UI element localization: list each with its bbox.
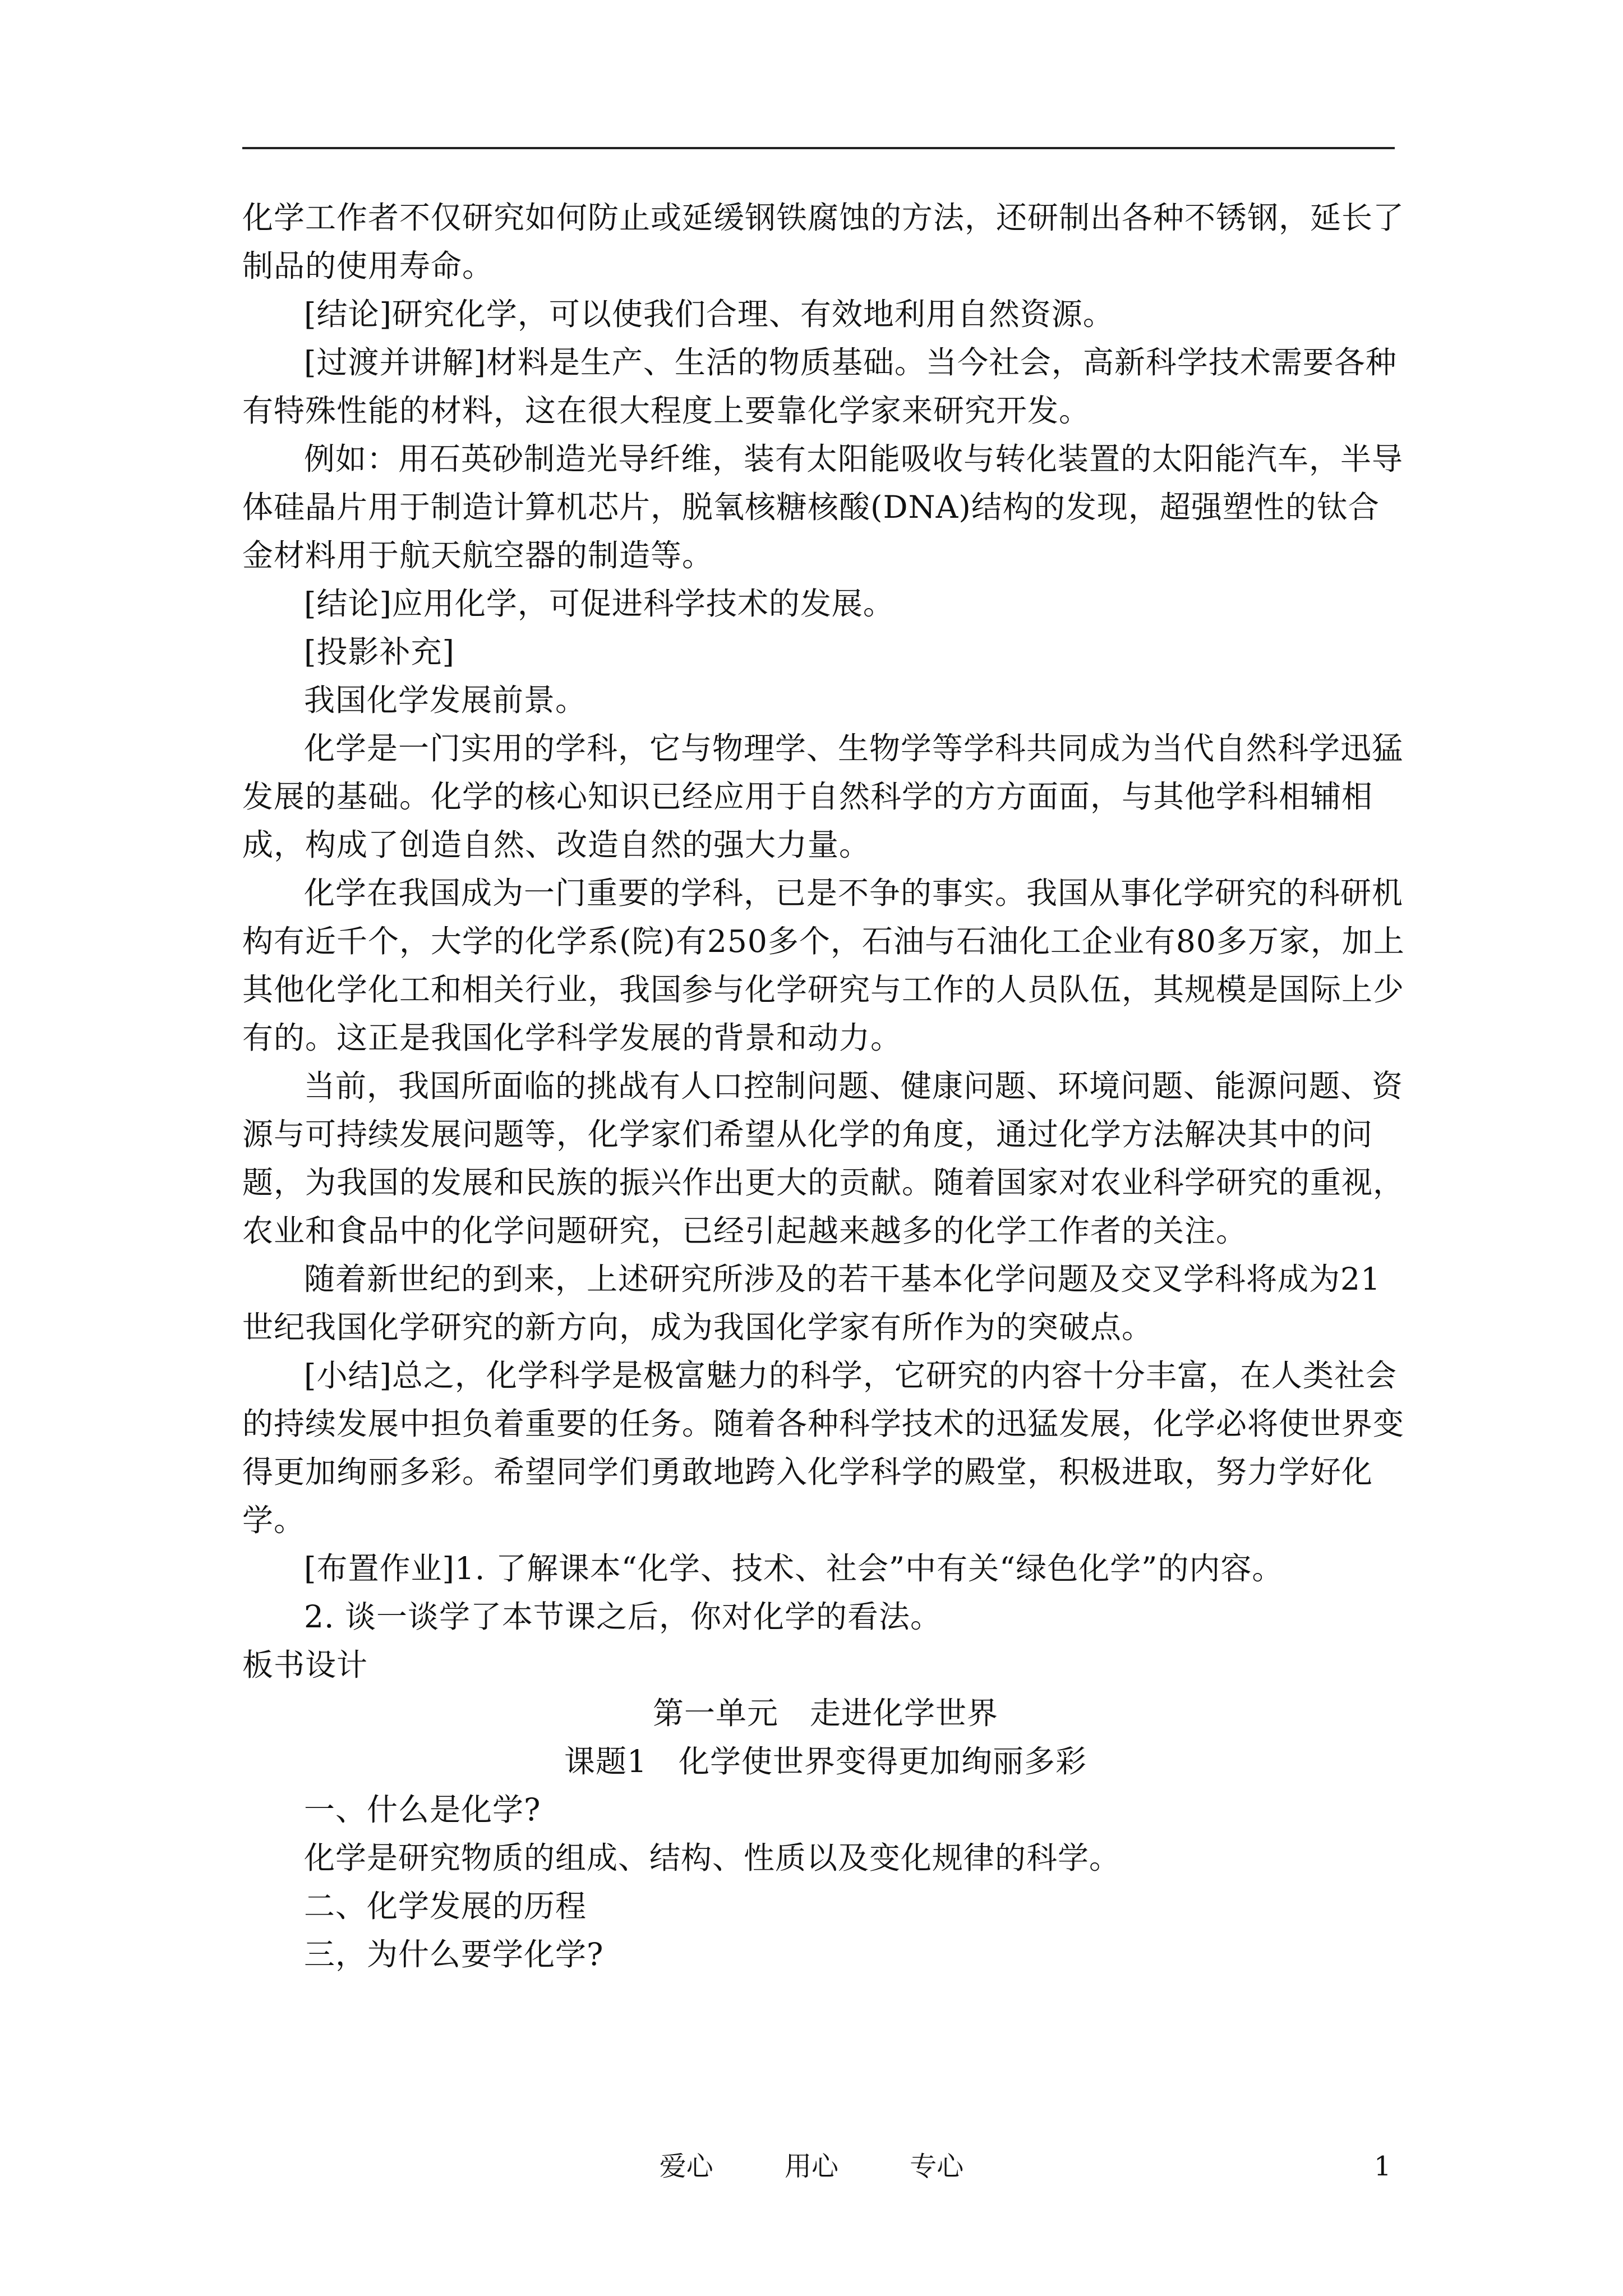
lesson-title: 课题1 化学使世界变得更加绚丽多彩: [564, 1743, 1087, 1779]
board-item: 三，为什么要学化学?: [304, 1936, 604, 1972]
paragraph: [过渡并讲解]材料是生产、生活的物质基础。当今社会，高新科学技术需要各种有特殊性能的材料，这在很大程度上要靠化学家来研究开发。: [242, 344, 1397, 429]
paragraph: 化学在我国成为一门重要的学科，已是不争的事实。我国从事化学研究的科研机构有近千个，大学的化学系(院)有250多个，石油与石油化工企业有80多万家，加上其他化学化工和相关行业，我国参与化学研究与工作的人员队伍，其规模是国际上少有的。这正是我国化学科学发展的背景和动力。: [242, 875, 1405, 1056]
board-heading: 板书设计: [242, 1647, 368, 1683]
page-number: 1: [1374, 2151, 1391, 2182]
paragraph: 化学工作者不仅研究如何防止或延缓钢铁腐蚀的方法，还研制出各种不锈钢，延长了制品的使用寿命。: [242, 200, 1405, 284]
paragraph: 当前，我国所面临的挑战有人口控制问题、健康问题、环境问题、能源问题、资源与可持续发展问题等，化学家们希望从化学的角度，通过化学方法解决其中的问题，为我国的发展和民族的振兴作出更大的贡献。随着国家对农业科学研究的重视，农业和食品中的化学问题研究，已经引起越来越多的化学工作者的关注。: [242, 1068, 1405, 1249]
paragraph: [投影补充]: [304, 634, 455, 670]
paragraph: 我国化学发展前景。: [304, 682, 587, 718]
paragraph: 例如：用石英砂制造光导纤维，装有太阳能吸收与转化装置的太阳能汽车，半导体硅晶片用于制造计算机芯片，脱氧核糖核酸(DNA)结构的发现，超强塑性的钛合金材料用于航天航空器的制造等。: [242, 441, 1404, 573]
unit-title: 第一单元 走进化学世界: [652, 1695, 998, 1731]
paragraph: [小结]总之，化学科学是极富魅力的科学，它研究的内容十分丰富，在人类社会的持续发展中担负着重要的任务。随着各种科学技术的迅猛发展，化学必将使世界变得更加绚丽多彩。希望同学们勇敢地跨入化学科学的殿堂，积极进取，努力学好化学。: [242, 1358, 1405, 1538]
board-item: 化学是研究物质的组成、结构、性质以及变化规律的科学。: [304, 1840, 1121, 1876]
board-item: 一、什么是化学?: [304, 1792, 541, 1828]
paragraph: [结论]研究化学，可以使我们合理、有效地利用自然资源。: [304, 296, 1114, 332]
footer-motto: 爱心: [659, 2151, 713, 2182]
paragraph: 随着新世纪的到来，上述研究所涉及的若干基本化学问题及交叉学科将成为21世纪我国化学研究的新方向，成为我国化学家有所作为的突破点。: [242, 1261, 1381, 1345]
document-body: [242, 194, 1409, 1978]
board-item: 二、化学发展的历程: [304, 1888, 587, 1924]
paragraph: 2. 谈一谈学了本节课之后，你对化学的看法。: [304, 1599, 942, 1635]
footer-motto: 用心: [784, 2151, 838, 2182]
paragraph: 化学是一门实用的学科，它与物理学、生物学等学科共同成为当代自然科学迅猛发展的基础。化学的核心知识已经应用于自然科学的方方面面，与其他学科相辅相成，构成了创造自然、改造自然的强大力量。: [242, 730, 1404, 863]
header-rule: [242, 147, 1395, 149]
paragraph: [结论]应用化学，可促进科学技术的发展。: [304, 586, 895, 622]
footer-motto: 专心: [910, 2151, 964, 2182]
paragraph: [布置作业]1. 了解课本“化学、技术、社会”中有关“绿色化学”的内容。: [304, 1550, 1284, 1586]
